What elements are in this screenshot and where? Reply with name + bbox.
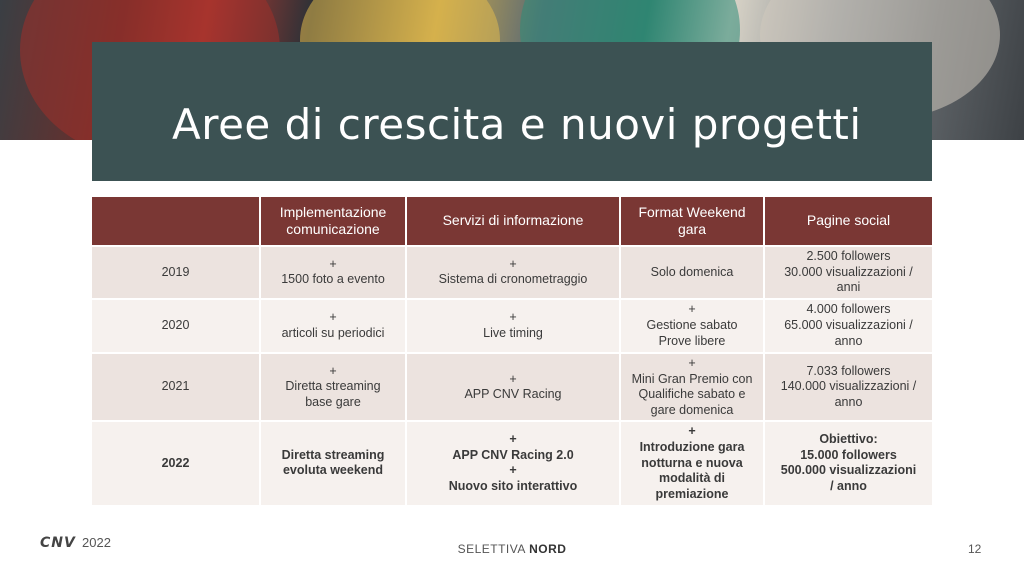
cell-line: 4.000 followers xyxy=(806,302,891,317)
cell-line: / anno xyxy=(830,479,867,494)
cell-line: notturna e nuova xyxy=(641,455,743,470)
comunicazione-cell xyxy=(260,299,406,353)
cell-line: 7.033 followers xyxy=(806,363,891,378)
cell-line: anno xyxy=(834,394,863,409)
cell-line: Nuovo sito interattivo xyxy=(448,479,578,494)
cell-line: + xyxy=(509,256,517,271)
footer-center-bold: NORD xyxy=(529,542,567,556)
cell-line: Gestione sabato xyxy=(646,318,738,333)
cell-line: + xyxy=(329,310,337,325)
cell-line: 15.000 followers xyxy=(800,447,897,462)
header-servizi: Servizi di informazione xyxy=(406,197,620,246)
cell-line: + xyxy=(329,363,337,378)
servizi-cell xyxy=(406,421,620,505)
page-number: 12 xyxy=(968,542,982,556)
cell-line: Diretta streaming xyxy=(281,447,385,462)
cell-line: evoluta weekend xyxy=(282,463,384,478)
format-cell xyxy=(620,421,764,505)
servizi-cell xyxy=(406,246,620,299)
cell-line: anno xyxy=(834,333,863,348)
social-cell xyxy=(764,299,932,353)
comunicazione-cell xyxy=(260,246,406,299)
table-row xyxy=(92,353,932,422)
cell-line: articoli su periodici xyxy=(281,325,385,340)
cell-line: + xyxy=(329,256,337,271)
cell-line: premiazione xyxy=(655,486,729,501)
growth-table xyxy=(92,197,932,507)
table-header-row xyxy=(92,197,932,246)
header-format: Format Weekend gara xyxy=(620,197,764,246)
cell-line: + xyxy=(688,302,696,317)
table-row xyxy=(92,421,932,505)
cell-line: 500.000 visualizzazioni xyxy=(780,463,917,478)
year-cell: 2021 xyxy=(92,353,260,422)
year-cell: 2019 xyxy=(92,246,260,299)
cell-line: Solo domenica xyxy=(650,264,734,279)
comunicazione-cell xyxy=(260,353,406,422)
year-cell: 2020 xyxy=(92,299,260,353)
page-title: Aree di crescita e nuovi progetti xyxy=(172,100,862,149)
cell-line: + xyxy=(509,432,517,447)
cell-line: Diretta streaming xyxy=(285,379,381,394)
social-cell xyxy=(764,353,932,422)
header-year xyxy=(92,197,260,246)
footer-center xyxy=(0,542,1024,556)
cell-line: Sistema di cronometraggio xyxy=(438,272,588,287)
cell-line: Introduzione gara xyxy=(639,440,745,454)
cell-line: Live timing xyxy=(483,325,543,340)
comunicazione-cell xyxy=(260,421,406,505)
cell-line: 30.000 visualizzazioni / xyxy=(784,264,913,279)
cell-line: + xyxy=(509,310,517,325)
cell-line: + xyxy=(688,355,696,370)
cell-line: APP CNV Racing xyxy=(464,387,562,402)
format-cell xyxy=(620,246,764,299)
cell-line: + xyxy=(509,463,517,478)
cell-line: 2.500 followers xyxy=(806,249,891,263)
cnv-logo: CNV xyxy=(40,535,76,551)
footer-year: 2022 xyxy=(82,535,111,550)
cell-line: Prove libere xyxy=(658,333,726,348)
header-social: Pagine social xyxy=(764,197,932,246)
table-row xyxy=(92,246,932,299)
cell-line: APP CNV Racing 2.0 xyxy=(452,447,574,462)
cell-line: Obiettivo: xyxy=(819,432,878,447)
cell-line: anni xyxy=(836,280,861,295)
social-cell xyxy=(764,421,932,505)
servizi-cell xyxy=(406,353,620,422)
cell-line: Mini Gran Premio con xyxy=(631,371,753,386)
cell-line: 1500 foto a evento xyxy=(281,272,385,287)
cell-line: modalità di xyxy=(659,471,725,486)
cell-line: Qualifiche sabato e xyxy=(638,387,746,402)
servizi-cell xyxy=(406,299,620,353)
table-row xyxy=(92,299,932,353)
cell-line: 65.000 visualizzazioni / xyxy=(784,318,913,333)
title-banner xyxy=(92,42,932,181)
year-cell: 2022 xyxy=(92,421,260,505)
footer-center-prefix: SELETTIVA xyxy=(457,542,526,556)
format-cell xyxy=(620,353,764,422)
cell-line: base gare xyxy=(305,394,361,409)
cell-line: + xyxy=(509,371,517,386)
social-cell xyxy=(764,246,932,299)
cell-line: + xyxy=(688,424,696,439)
format-cell xyxy=(620,299,764,353)
header-comunicazione: Implementazione comunicazione xyxy=(260,197,406,246)
cell-line: gare domenica xyxy=(650,402,734,417)
cell-line: 140.000 visualizzazioni / xyxy=(780,379,917,394)
